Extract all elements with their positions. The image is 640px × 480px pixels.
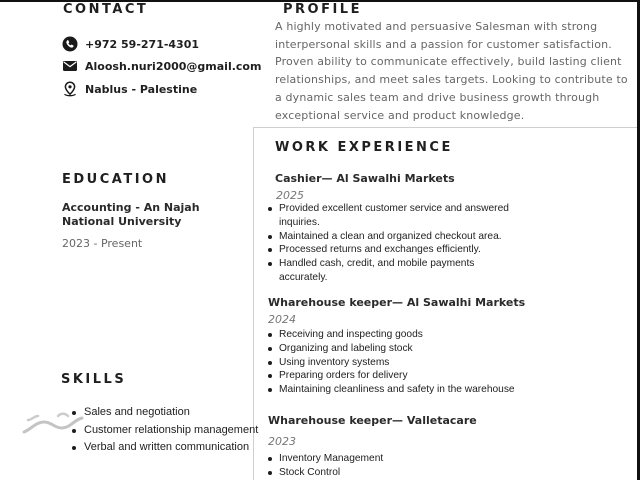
education-degree: Accounting - An Najah National University — [62, 201, 200, 228]
list-item: Processed returns and exchanges efficiently. — [267, 243, 517, 257]
education-heading: EDUCATION — [62, 172, 169, 187]
job-duties — [267, 452, 517, 480]
list-item: Preparing orders for delivery — [267, 369, 547, 383]
list-item: Maintained a clean and organized checkout area. — [267, 230, 517, 244]
job-title: Cashier— Al Sawalhi Markets — [275, 172, 455, 185]
work-experience-heading: WORK EXPERIENCE — [275, 140, 453, 155]
education-years: 2023 - Present — [62, 237, 143, 250]
job-year: 2025 — [276, 189, 304, 202]
location-pin-icon — [62, 81, 78, 97]
job-year: 2024 — [268, 313, 296, 326]
job-duties — [267, 328, 547, 397]
list-item: Provided excellent customer service and answered inquiries. — [267, 202, 517, 230]
contact-heading: CONTACT — [63, 2, 149, 17]
list-item: Using inventory systems — [267, 356, 547, 370]
skills-heading: SKILLS — [61, 372, 127, 387]
profile-summary: A highly motivated and persuasive Salesman with strong interpersonal skills and a passion for customer satisfaction. Proven ability to communicate effectively, build lasting client relationships, and meet sales targets. Looking to contribute to a dynamic sales team and drive business growth through exceptional service and product knowledge. — [275, 20, 628, 122]
envelope-icon — [62, 58, 78, 74]
contact-email[interactable] — [62, 58, 261, 74]
list-item: Verbal and written communication — [70, 439, 258, 457]
job-title: Wharehouse keeper— Al Sawalhi Markets — [268, 296, 526, 309]
email-address: Aloosh.nuri2000@gmail.com — [85, 59, 262, 73]
list-item: Organizing and labeling stock — [267, 342, 547, 356]
list-item: Stock Control — [267, 466, 517, 480]
list-item: Sales and negotiation — [70, 404, 258, 422]
list-item: Customer relationship management — [70, 422, 258, 440]
list-item: Inventory Management — [267, 452, 517, 466]
profile-heading: PROFILE — [283, 2, 362, 17]
location-text: Nablus - Palestine — [85, 82, 198, 96]
list-item: Receiving and inspecting goods — [267, 328, 547, 342]
phone-number: +972 59-271-4301 — [85, 37, 200, 51]
job-title: Wharehouse keeper— Valletacare — [268, 414, 477, 427]
phone-icon — [62, 36, 78, 52]
watermark-logo — [18, 404, 88, 444]
profile-divider — [254, 127, 637, 128]
contact-location — [62, 81, 197, 97]
contact-phone[interactable] — [62, 36, 199, 52]
skills-list — [70, 404, 258, 457]
job-duties — [267, 202, 517, 285]
list-item: Maintaining cleanliness and safety in the warehouse — [267, 383, 547, 397]
job-year: 2023 — [268, 435, 296, 448]
list-item: Handled cash, credit, and mobile payments accurately. — [267, 257, 517, 285]
